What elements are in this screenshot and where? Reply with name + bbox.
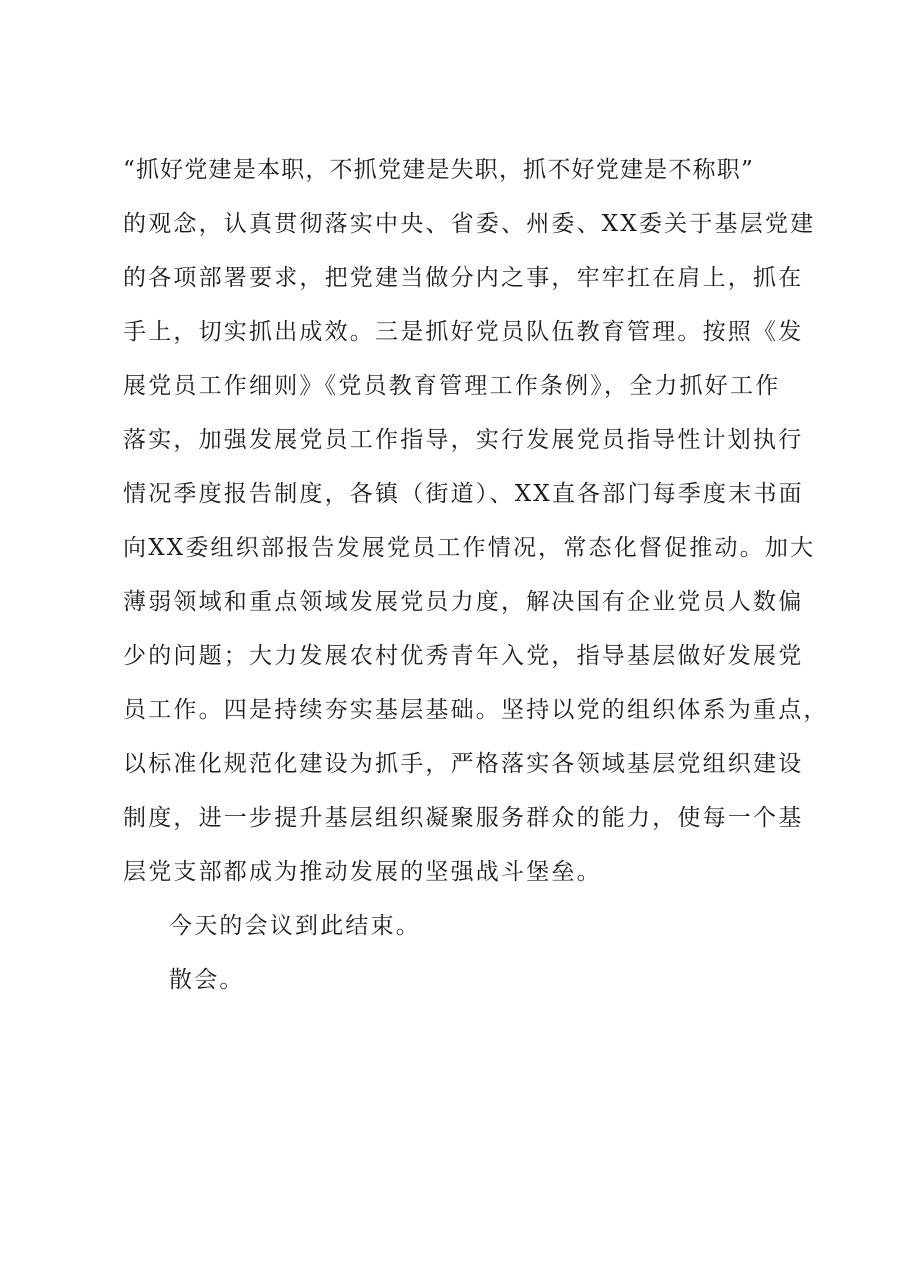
body-line: 的观念，认真贯彻落实中央、省委、州委、XX委关于基层党建	[123, 211, 816, 237]
body-line: 制度，进一步提升基层组织凝聚服务群众的能力，使每一个基	[123, 805, 804, 831]
body-line: 落实，加强发展党员工作指导，实行发展党员指导性计划执行	[123, 427, 804, 453]
body-line: 情况季度报告制度，各镇（街道）、XX直各部门每季度末书面	[123, 481, 804, 507]
adjourn-paragraph: 散会。	[169, 967, 245, 993]
document-body	[123, 143, 829, 1007]
body-line: 展党员工作细则》《党员教育管理工作条例》，全力抓好工作	[123, 373, 781, 399]
body-line: 薄弱领域和重点领域发展党员力度，解决国有企业党员人数偏	[123, 589, 804, 615]
body-line: 层党支部都成为推动发展的坚强战斗堡垒。	[123, 859, 602, 885]
body-line: 向XX委组织部报告发展党员工作情况，常态化督促推动。加大	[123, 535, 816, 561]
body-line: “抓好党建是本职，不抓党建是失职，抓不好党建是不称职”	[123, 157, 754, 183]
body-line: 员工作。四是持续夯实基层基础。坚持以党的组织体系为重点，	[123, 697, 829, 723]
body-line: 以标准化规范化建设为抓手，严格落实各领域基层党组织建设	[123, 751, 804, 777]
body-line: 的各项部署要求，把党建当做分内之事，牢牢扛在肩上，抓在	[123, 265, 804, 291]
body-line: 少的问题；大力发展农村优秀青年入党，指导基层做好发展党	[123, 643, 804, 669]
body-line: 手上，切实抓出成效。三是抓好党员队伍教育管理。按照《发	[123, 319, 804, 345]
closing-paragraph: 今天的会议到此结束。	[169, 913, 421, 939]
